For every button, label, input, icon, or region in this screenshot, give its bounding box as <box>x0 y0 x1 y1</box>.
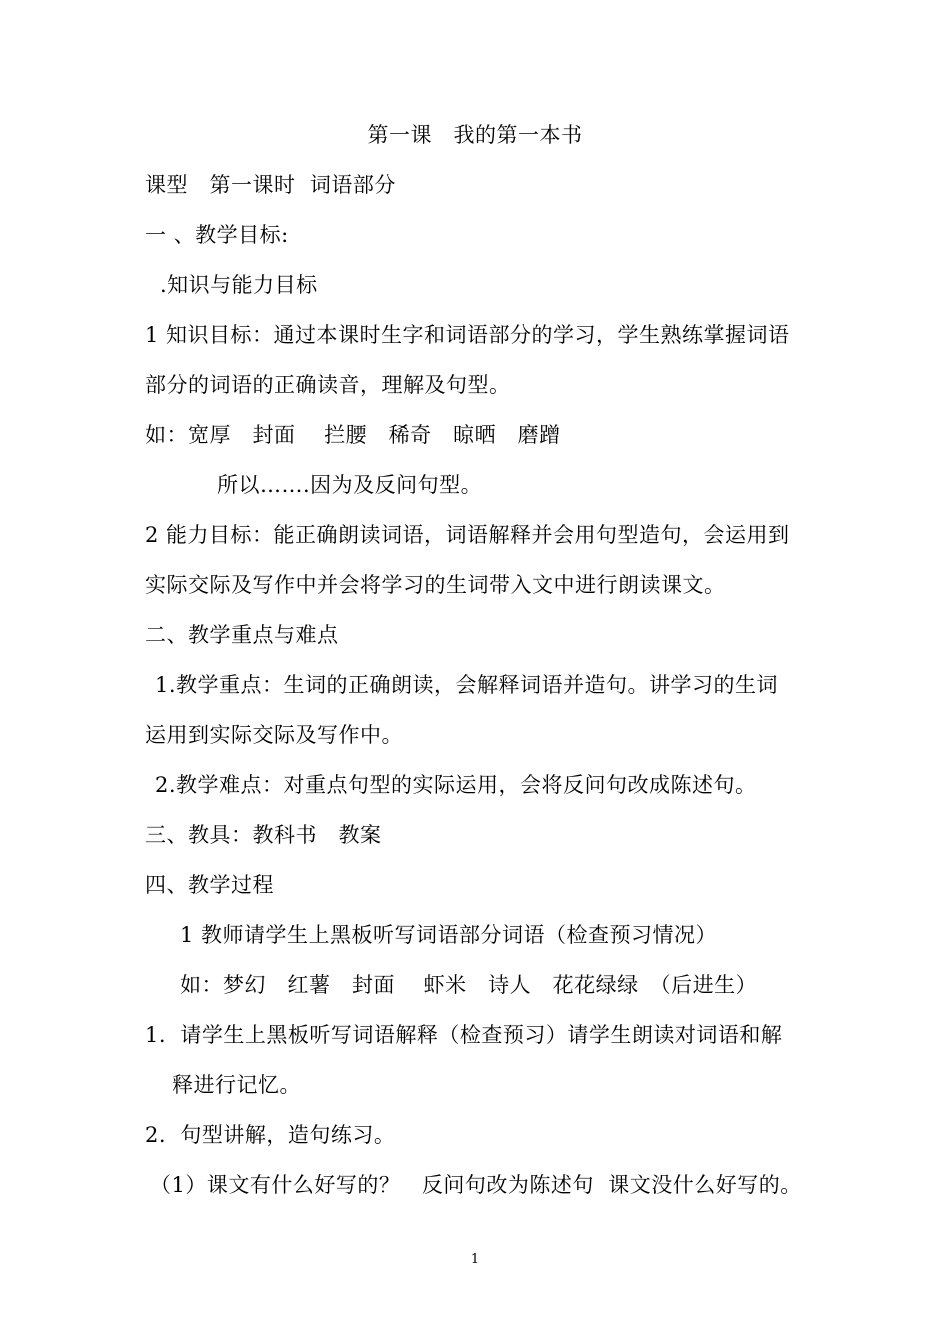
subheading-knowledge-ability: .知识与能力目标 <box>160 273 318 297</box>
section-heading-process: 四、教学过程 <box>145 873 274 897</box>
document-title: 第一课 我的第一本书 <box>367 123 583 147</box>
numbered-item: 2. 句型讲解，造句练习。 <box>145 1123 396 1147</box>
process-step-line: 1 教师请学生上黑板听写词语部分词语（检查预习情况） <box>180 923 718 947</box>
vocabulary-examples-line: 如：梦幻 红薯 封面 虾米 诗人 花花绿绿 （后进生） <box>180 973 758 997</box>
section-heading-objectives: 一 、教学目标: <box>145 223 289 247</box>
paragraph-line: 1 知识目标：通过本课时生字和词语部分的学习，学生熟练掌握词语 <box>145 323 790 347</box>
example-sentence-line: （1）课文有什么好写的？ 反问句改为陈述句 课文没什么好写的。 <box>150 1173 802 1197</box>
section-heading-key-points: 二、教学重点与难点 <box>145 623 339 647</box>
paragraph-line: 部分的词语的正确读音，理解及句型。 <box>145 373 511 397</box>
numbered-item: 1. 请学生上黑板听写词语解释（检查预习）请学生朗读对词语和解 <box>145 1023 783 1047</box>
paragraph-line: 2.教学难点：对重点句型的实际运用，会将反问句改成陈述句。 <box>155 773 757 797</box>
paragraph-line: 运用到实际交际及写作中。 <box>145 723 403 747</box>
paragraph-line: 2 能力目标：能正确朗读词语，词语解释并会用句型造句，会运用到 <box>145 523 790 547</box>
numbered-item-continuation: 释进行记忆。 <box>172 1073 301 1097</box>
section-heading-teaching-aids: 三、教具：教科书 教案 <box>145 823 382 847</box>
paragraph-line: 实际交际及写作中并会将学习的生词带入文中进行朗读课文。 <box>145 573 726 597</box>
paragraph-line: 1.教学重点：生词的正确朗读，会解释词语并造句。讲学习的生词 <box>155 673 779 697</box>
sentence-pattern-line: 所以…….因为及反问句型。 <box>217 473 483 497</box>
lesson-type-line: 课型 第一课时 词语部分 <box>145 173 396 197</box>
vocabulary-examples-line: 如：宽厚 封面 拦腰 稀奇 晾晒 磨蹭 <box>145 423 561 447</box>
page-number: 1 <box>470 1252 480 1267</box>
